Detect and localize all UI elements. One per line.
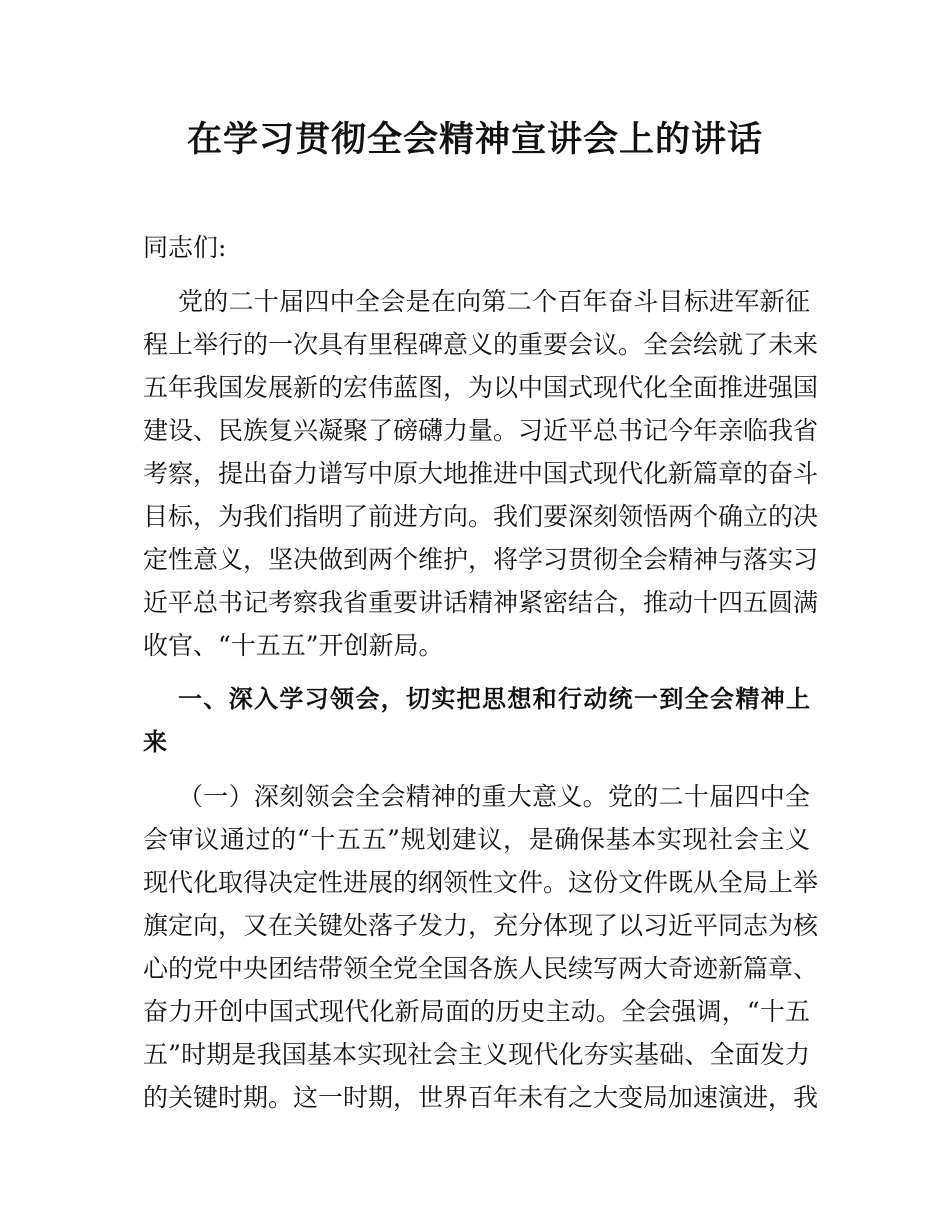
text-line: （一）深刻领会全会精神的重大意义。党的二十届四中全 [178,782,810,811]
text-line: 五”时期是我国基本实现社会主义现代化夯实基础、全面发力 [143,1040,810,1069]
text-line: 目标，为我们指明了前进方向。我们要深刻领悟两个确立的决 [143,502,819,531]
text-line: 定性意义，坚决做到两个维护，将学习贯彻全会精神与落实习 [143,545,819,574]
text-line: 一、深入学习领会，切实把思想和行动统一到全会精神上 [178,685,810,713]
salutation: 同志们: [143,233,227,262]
text-line: 党的二十届四中全会是在向第二个百年奋斗目标进军新征 [178,287,810,316]
text-line: 旗定向，又在关键处落子发力，充分体现了以习近平同志为核 [143,911,819,940]
text-line: 现代化取得决定性进展的纲领性文件。这份文件既从全局上举 [143,868,819,897]
text-line: 建设、民族复兴凝聚了磅礴力量。习近平总书记今年亲临我省 [143,416,819,445]
text-line: 的关键时期。这一时期，世界百年未有之大变局加速演进，我 [143,1083,819,1112]
text-line: 近平总书记考察我省重要讲话精神紧密结合，推动十四五圆满 [143,588,819,617]
document-body [143,226,819,1130]
text-line: 考察，提出奋力谱写中原大地推进中国式现代化新篇章的奋斗 [143,459,819,488]
text-line: 会审议通过的“十五五”规划建议，是确保基本实现社会主义 [143,825,810,854]
paragraph [143,280,819,667]
text-line: 心的党中央团结带领全党全国各族人民续写两大奇迹新篇章、 [143,954,819,983]
text-line: 来 [143,728,167,756]
paragraph [143,775,819,1119]
text-line: 五年我国发展新的宏伟蓝图，为以中国式现代化全面推进强国 [143,373,819,402]
document-title: 在学习贯彻全会精神宣讲会上的讲话 [186,119,763,160]
text-line: 奋力开创中国式现代化新局面的历史主动。全会强调，“十五 [143,997,810,1026]
text-line: 程上举行的一次具有里程碑意义的重要会议。全会绘就了未来 [143,330,819,359]
section-heading [143,678,810,764]
text-line: 收官、“十五五”开创新局。 [143,631,444,660]
document-blocks [143,280,819,1119]
